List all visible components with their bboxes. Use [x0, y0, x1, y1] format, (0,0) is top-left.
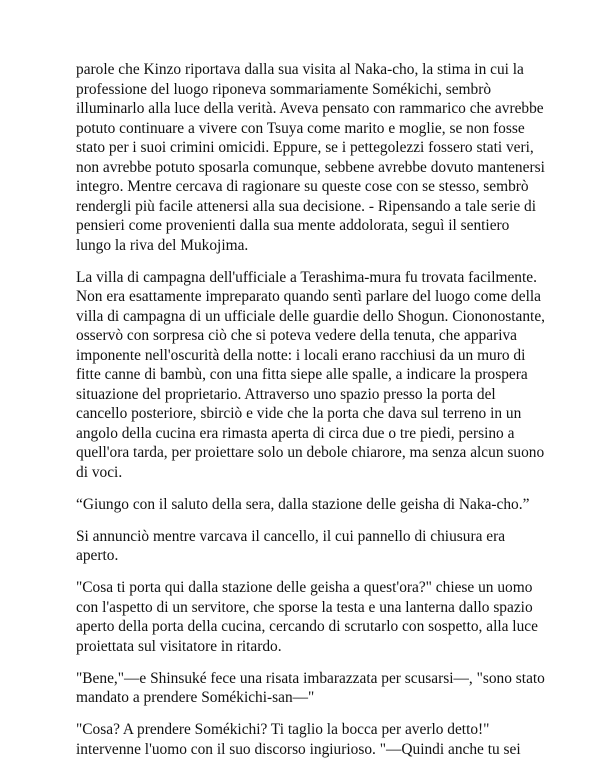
text-line: pensieri come provenienti dalla sua mente addolorata, seguì il sentiero [76, 217, 510, 234]
text-line: integro. Mentre cercava di ragionare su queste cose con se stesso, sembrò [76, 178, 529, 195]
text-line: aperto. [76, 547, 119, 564]
text-line: quell'ora tarda, per proiettare solo un debole chiarore, ma senza alcun suono [76, 444, 545, 461]
text-line: stato per i suoi crimini omicidi. Eppure, se i pettegolezzi fossero stati veri, [76, 139, 534, 156]
text-line: "Cosa ti porta qui dalla stazione delle geisha a quest'ora?" chiese un uomo [76, 579, 533, 596]
text-line: lungo la riva del Mukojima. [76, 236, 249, 254]
text-line: aperto della porta della cucina, cercando di scrutarlo con sospetto, alla luce [76, 618, 538, 635]
text-line: "Cosa? A prendere Somékichi? Ti taglio la bocca per averlo detto!" [76, 721, 490, 738]
paragraph-4 [76, 527, 546, 566]
text-line: "Bene,"—e Shinsuké fece una risata imbarazzata per scusarsi—, "sono stato [76, 669, 545, 687]
text-line: con l'aspetto di un servitore, che sporse la testa e una lanterna dallo spazio [76, 598, 533, 616]
text-line: proiettata sul visitatore in ritardo. [76, 637, 282, 655]
text-line: professione del luogo riponeva sommariamente Somékichi, sembrò [76, 80, 492, 98]
text-line: potuto continuare a vivere con Tsuya come marito e moglie, se non fosse [76, 119, 525, 137]
paragraph-7 [76, 720, 546, 759]
text-line: di voci. [76, 463, 123, 481]
text-line: La villa di campagna dell'ufficiale a Terashima-mura fu trovata facilmente. [76, 268, 537, 286]
text-line: osservò con sorpresa ciò che si poteva vedere della tenuta, che appariva [76, 327, 518, 344]
text-line: villa di campagna di un ufficiale delle guardie dello Shogun. Ciononostante, [76, 307, 546, 325]
text-line: illuminarlo alla luce della verità. Aveva pensato con rammarico che avrebbe [76, 100, 544, 117]
text-line: angolo della cucina era rimasta aperta di circa due o tre piedi, persino a [76, 424, 515, 442]
text-line: cancello posteriore, sbirciò e vide che la porta che dava sul terreno in un [76, 405, 522, 422]
paragraph-6 [76, 669, 546, 708]
paragraph-1 [76, 60, 546, 255]
text-line: intervenne l'uomo con il suo discorso ingiurioso. "—Quindi anche tu sei [76, 740, 521, 758]
text-line: Non era esattamente impreparato quando sentì parlare del luogo come della [76, 288, 541, 305]
text-line: imponente nell'oscurità della notte: i locali erano racchiusi da un muro di [76, 346, 526, 364]
paragraph-3 [76, 495, 546, 515]
text-line: situazione del proprietario. Attraverso uno spazio presso la porta del [76, 385, 496, 403]
text-line: “Giungo con il saluto della sera, dalla stazione delle geisha di Naka-cho.” [76, 495, 530, 513]
text-line: non avrebbe potuto sposarla comunque, sebbene avrebbe dovuto mantenersi [76, 158, 545, 176]
text-line: rendergli più facile attenersi alla sua decisione. - Ripensando a tale serie di [76, 197, 536, 215]
text-line: fitte canne di bambù, con una fitta siepe alle spalle, a indicare la prospera [76, 366, 528, 383]
paragraph-2 [76, 268, 546, 483]
paragraph-5 [76, 578, 546, 656]
text-line: mandato a prendere Somékichi-san—" [76, 689, 315, 706]
document-page [76, 60, 546, 772]
text-line: parole che Kinzo riportava dalla sua visita al Naka-cho, la stima in cui la [76, 61, 524, 78]
text-line: Si annunciò mentre varcava il cancello, il cui pannello di chiusura era [76, 527, 506, 545]
